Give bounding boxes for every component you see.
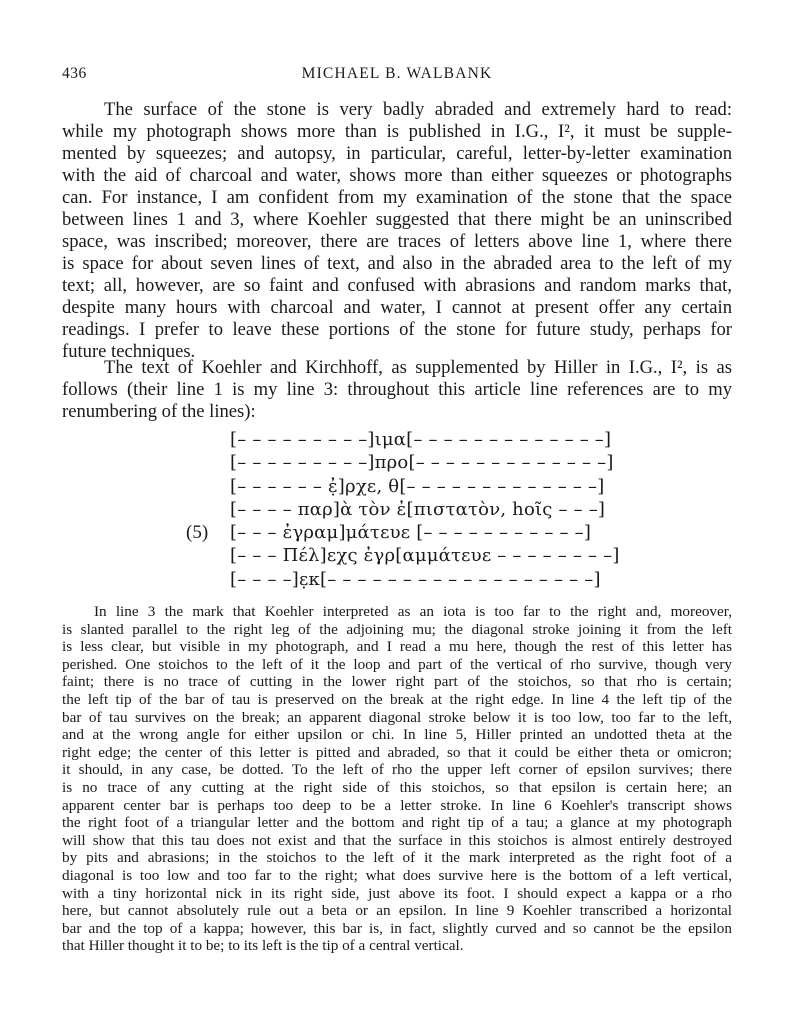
text-line: follows (their line 1 is my line 3: throughout this article line references are to my [62,379,732,400]
author-header: MICHAEL B. WALBANK [301,65,493,82]
commentary-note [62,603,732,955]
text-line: readings. I prefer to leave these portions of the stone for future study, perhaps for [62,319,732,340]
inscription-line [180,498,606,521]
note-line: here, but cannot absolutely rule out a beta or an epsilon. In line 9 Koehler transcribed a horizontal [62,902,732,920]
inscription-line [180,521,600,544]
note-line: is less clear, but visible in my photograph, and I read a mu here, though the rest of this letter has [62,638,732,656]
note-line: diagonal is too low and too far to the right; what does survive here is the bottom of a left vertical, [62,866,732,884]
inscription-line [180,568,600,591]
note-line: it should, in any case, be dotted. To the left of rho the upper left corner of epsilon survives; there [62,761,732,779]
note-line: right edge; the center of this letter is pitted and abraded, so that it could be either theta or omicron; [62,743,732,761]
inscription-line-text: [– – – – παρ]ὰ τὸν ἐ[πιστατὸν, hοῖς – – –] [230,498,606,520]
text-line: with the aid of charcoal and water, shows more than either squeezes or photographs [62,165,732,186]
line-number: (5) [186,522,209,544]
inscription-line-text: [– – – ἐγραμ]μάτευε [– – – – – – – – – – –] [230,522,592,544]
inscription-line-text: [– – – – – – – – –]προ[– – – – – – – – – – – – –] [230,452,614,474]
inscription-line-text: [– – – Πέλ]εχς ἐγρ[αμμάτευε – – – – – – – –] [230,545,620,567]
inscription-text [180,428,620,591]
note-line: In line 3 the mark that Koehler interpreted as an iota is too far to the right and, moreover, [94,603,732,620]
note-line: is slanted parallel to the right leg of the adjoining mu; the diagonal stroke joining it from the left [62,620,732,638]
note-line: the right foot of a triangular letter and the bottom and right tip of a tau; a glance at my photograph [62,814,732,832]
inscription-line-text: [– – – –]ε̣κ[– – – – – – – – – – – – – – – – – –] [230,568,601,590]
note-line: will show that this tau does not exist and that the surface in this stoichos is almost entirely destroyed [62,831,732,849]
text-line: despite many hours with charcoal and water, I cannot at present offer any certain [62,297,732,318]
text-line: text; all, however, are so faint and confused with abrasions and random marks that, [62,275,732,296]
note-line: with a tiny horizontal nick in its right side, just above its foot. I should expect a kappa or a rho [62,884,732,902]
note-line: bar and the top of a kappa; however, this bar is, in fact, slightly curved and so cannot be the epsilon [62,919,732,937]
note-line: faint; there is no trace of cutting in the lower right part of the stoichos, so that rho is certain; [62,673,732,691]
note-line: apparent center bar is perhaps too deep to be a letter stroke. In line 6 Koehler's transcript shows [62,796,732,814]
text-line: can. For instance, I am confident from my examination of the stone that the space [62,187,732,208]
text-line: The text of Koehler and Kirchhoff, as supplemented by Hiller in I.G., I², is as [104,357,732,378]
note-line: and at the wrong angle for either upsilon or chi. In line 5, Hiller printed an undotted theta at the [62,726,732,744]
inscription-line-text: [– – – – – – ἐ̣]ρχε, θ[– – – – – – – – – – – – –] [230,475,605,497]
text-line: mented by squeezes; and autopsy, in particular, careful, letter-by-letter examination [62,143,732,164]
inscription-line [180,475,605,498]
text-line: renumbering of the lines): [62,401,256,422]
note-line: is no trace of any cutting at the right side of this stoichos, so that epsilon is certain here; an [62,778,732,796]
text-line: space, was inscribed; moreover, there are traces of letters above line 1, where there [62,231,732,252]
note-line: perished. One stoichos to the left of it the loop and part of the vertical of rho survive, though very [62,655,732,673]
running-head [62,65,732,85]
note-line: bar of tau survives on the break; an apparent diagonal stroke below it is too low, too far to the left, [62,708,732,726]
inscription-line [180,451,614,474]
text-line: future techniques. [62,341,196,362]
inscription-line [180,428,612,451]
page-number: 436 [62,65,87,82]
text-line: is space for about seven lines of text, and also in the abraded area to the left of my [62,253,732,274]
note-line: the left tip of the bar of tau is preserved on the break at the right edge. In line 4 the left tip of the [62,690,732,708]
text-line: The surface of the stone is very badly abraded and extremely hard to read: [104,99,732,120]
text-line: between lines 1 and 3, where Koehler suggested that there might be an uninscribed [62,209,732,230]
note-line: by pits and abrasions; in the stoichos to the left of it the mark interpreted as the right foot of a [62,849,732,867]
note-line: that Hiller thought it to be; to its left is the tip of a central vertical. [62,937,464,955]
body-paragraph-2 [62,357,732,423]
inscription-line-text: [– – – – – – – – –]ιμα[– – – – – – – – – – – – –] [230,429,612,450]
text-line: while my photograph shows more than is published in I.G., I², it must be supple- [62,121,732,142]
body-paragraph-1 [62,99,732,363]
inscription-line [180,544,620,567]
